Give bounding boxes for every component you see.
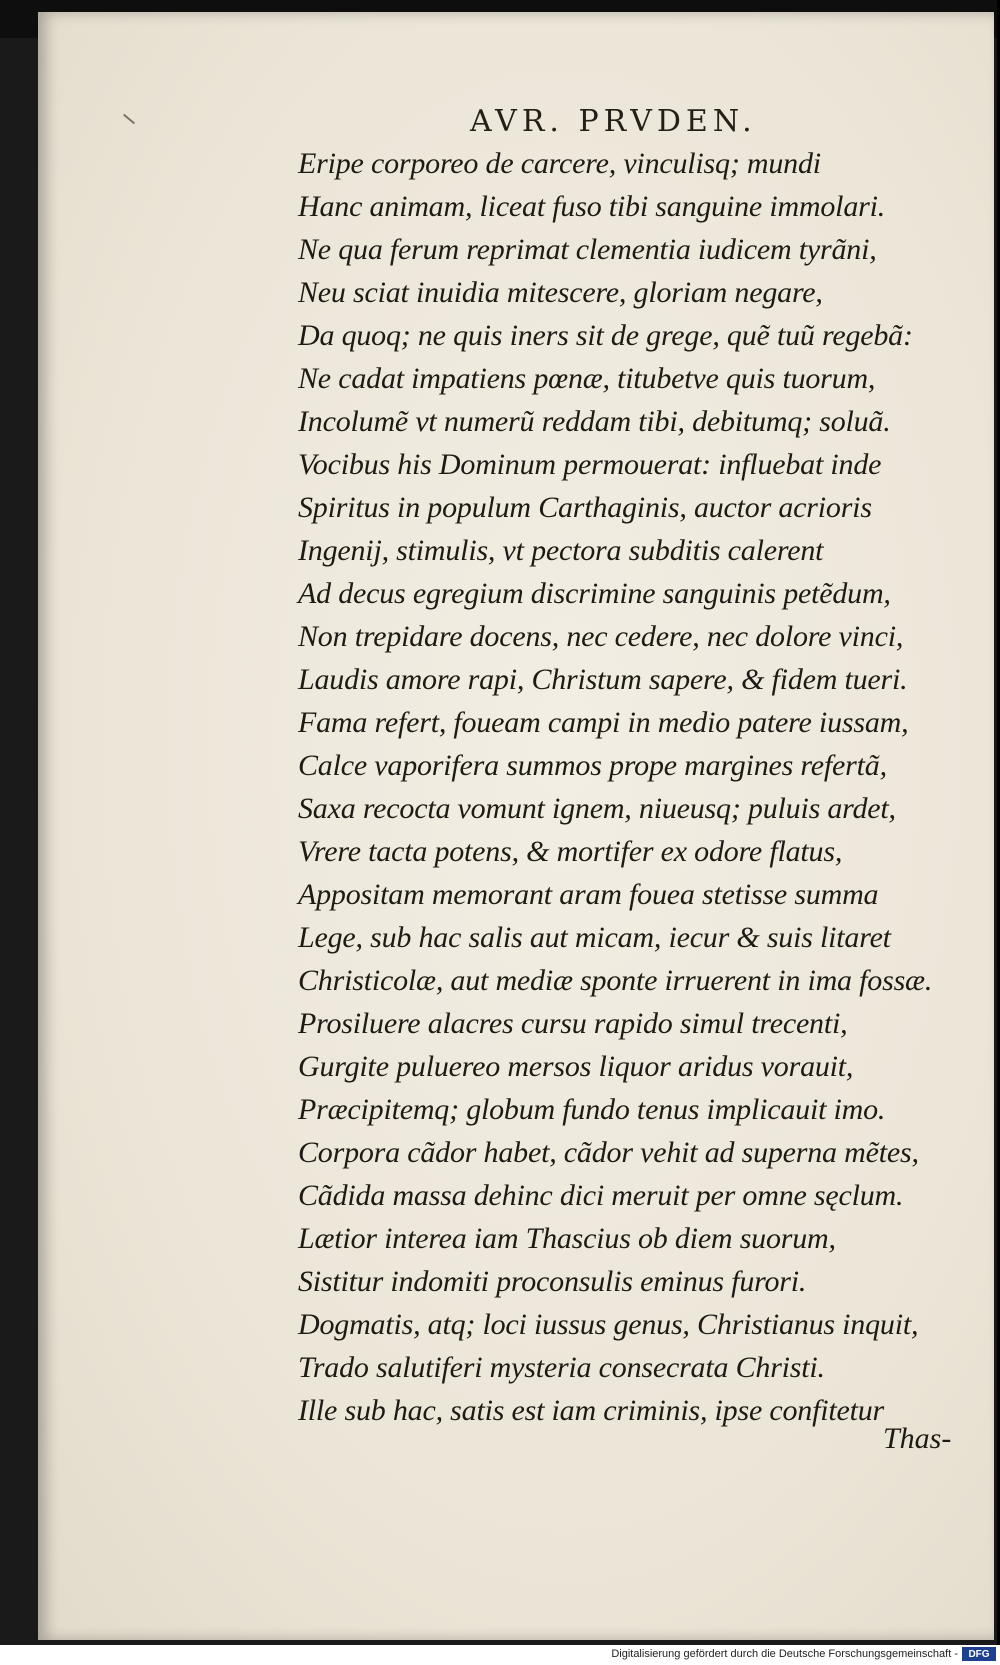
verse-text (298, 142, 978, 1432)
verse-line: Prosiluere alacres cursu rapido simul trecenti, (298, 1007, 848, 1040)
verse-line: Ne cadat impatiens pœnæ, titubetve quis tuorum, (298, 362, 876, 395)
verse-line: Trado salutiferi mysteria consecrata Christi. (298, 1351, 825, 1384)
verse-line: Da quoq; ne quis iners sit de grege, quẽ tuũ regebã: (298, 319, 913, 352)
dfg-logo[interactable]: DFG (962, 1647, 996, 1661)
verse-line: Corpora cãdor habet, cãdor vehit ad superna mẽtes, (298, 1136, 919, 1169)
verse-line: Hanc animam, liceat fuso tibi sanguine immolari. (298, 190, 886, 223)
catchword: Thas- (883, 1422, 952, 1455)
verse-line: Laudis amore rapi, Christum sapere, & fidem tueri. (298, 663, 908, 696)
verse-line: Non trepidare docens, nec cedere, nec dolore vinci, (298, 620, 904, 653)
verse-line: Ad decus egregium discrimine sanguinis petẽdum, (298, 577, 891, 610)
verse-line: Christicolæ, aut mediæ sponte irruerent in ima fossæ. (298, 964, 933, 997)
verse-line: Calce vaporifera summos prope margines refertã, (298, 749, 887, 782)
running-head: AVR. PRVDEN. (470, 104, 757, 139)
verse-line: Præcipitemq; globum fundo tenus implicauit imo. (298, 1093, 886, 1126)
verse-line: Vocibus his Dominum permouerat: influebat inde (298, 448, 882, 481)
digitization-footer (0, 1645, 1000, 1665)
verse-line: Incolumẽ vt numerũ reddam tibi, debitumq; soluã. (298, 405, 891, 438)
verse-line: Lætior interea iam Thascius ob diem suorum, (298, 1222, 836, 1255)
verse-line: Vrere tacta potens, & mortifer ex odore flatus, (298, 835, 843, 868)
verse-line: Lege, sub hac salis aut micam, iecur & suis litaret (298, 921, 891, 954)
verse-line: Fama refert, foueam campi in medio patere iussam, (298, 706, 909, 739)
verse-line: Cãdida massa dehinc dici meruit per omne sęclum. (298, 1179, 904, 1212)
verse-line: Ingenij, stimulis, vt pectora subditis calerent (298, 534, 824, 567)
verse-line: Neu sciat inuidia mitescere, gloriam negare, (298, 276, 823, 309)
verse-line: Ne qua ferum reprimat clementia iudicem tyrãni, (298, 233, 877, 266)
verse-line: Dogmatis, atq; loci iussus genus, Christianus inquit, (298, 1308, 919, 1341)
verse-line: Saxa recocta vomunt ignem, niueusq; puluis ardet, (298, 792, 896, 825)
verse-line: Spiritus in populum Carthaginis, auctor acrioris (298, 491, 872, 524)
verse-line: Sistitur indomiti proconsulis eminus furori. (298, 1265, 807, 1298)
verse-line: Ille sub hac, satis est iam criminis, ipse confitetur (298, 1394, 885, 1427)
verse-line: Gurgite puluereo mersos liquor aridus vorauit, (298, 1050, 854, 1083)
verse-line: Appositam memorant aram fouea stetisse summa (298, 878, 879, 911)
verse-line: Eripe corporeo de carcere, vinculisq; mundi (298, 147, 821, 180)
funding-credit: Digitalisierung gefördert durch die Deutsche Forschungsgemeinschaft - (611, 1648, 958, 1660)
